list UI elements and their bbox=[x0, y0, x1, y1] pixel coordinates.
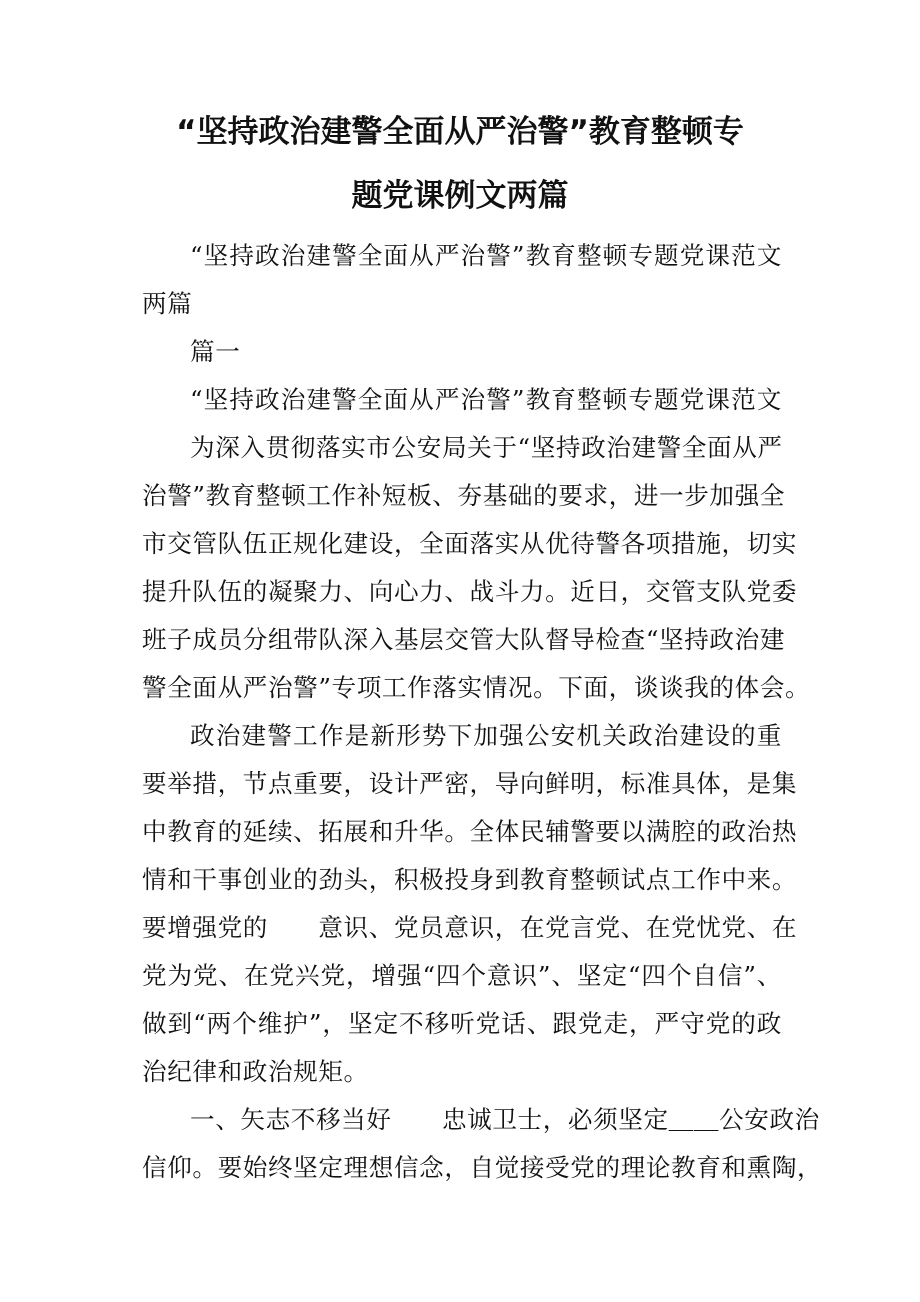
paragraph-line: “坚持政治建警全面从严治警”教育整顿专题党课范文 bbox=[190, 385, 782, 414]
paragraph-line: 提升队伍的凝聚力、向心力、战斗力。近日，交管支队党委 bbox=[142, 577, 798, 606]
paragraph-line: 要举措，节点重要，设计严密，导向鲜明，标准具体，是集 bbox=[142, 769, 798, 798]
paragraph-line: 为深入贯彻落实市公安局关于“坚持政治建警全面从严 bbox=[190, 433, 783, 462]
document-title-line-2: 题党课例文两篇 bbox=[351, 178, 569, 214]
paragraph-line: 治警”教育整顿工作补短板、夯基础的要求，进一步加强全 bbox=[142, 481, 786, 510]
document-title-line-1: “坚持政治建警全面从严治警”教育整顿专 bbox=[176, 114, 744, 150]
paragraph-line: 一、矢志不移当好 忠诚卫士，必须坚定＿＿公安政治 bbox=[190, 1105, 820, 1134]
paragraph-line: “坚持政治建警全面从严治警”教育整顿专题党课范文 bbox=[190, 241, 782, 270]
paragraph-line: 政治建警工作是新形势下加强公安机关政治建设的重 bbox=[190, 721, 782, 750]
paragraph-line: 做到“两个维护”，坚定不移听党话、跟党走，严守党的政 bbox=[142, 1009, 782, 1038]
paragraph-line: 警全面从严治警”专项工作落实情况。下面，谈谈我的体会。 bbox=[142, 673, 811, 702]
paragraph-line: 情和干事创业的劲头，积极投身到教育整顿试点工作中来。 bbox=[142, 865, 798, 894]
paragraph-line: 市交管队伍正规化建设，全面落实从优待警各项措施，切实 bbox=[142, 529, 798, 558]
section-heading: 篇一 bbox=[190, 337, 241, 366]
paragraph-line: 信仰。要始终坚定理想信念，自觉接受党的理论教育和熏陶， bbox=[142, 1153, 823, 1182]
paragraph-line: 要增强党的 意识、党员意识，在党言党、在党忧党、在 bbox=[142, 913, 798, 942]
paragraph-line: 治纪律和政治规矩。 bbox=[142, 1057, 369, 1086]
paragraph-line: 党为党、在党兴党，增强“四个意识”、坚定“四个自信”、 bbox=[142, 961, 782, 990]
paragraph-line: 班子成员分组带队深入基层交管大队督导检查“坚持政治建 bbox=[142, 625, 786, 654]
paragraph-line: 两篇 bbox=[142, 289, 193, 318]
paragraph-line: 中教育的延续、拓展和升华。全体民辅警要以满腔的政治热 bbox=[142, 817, 798, 846]
